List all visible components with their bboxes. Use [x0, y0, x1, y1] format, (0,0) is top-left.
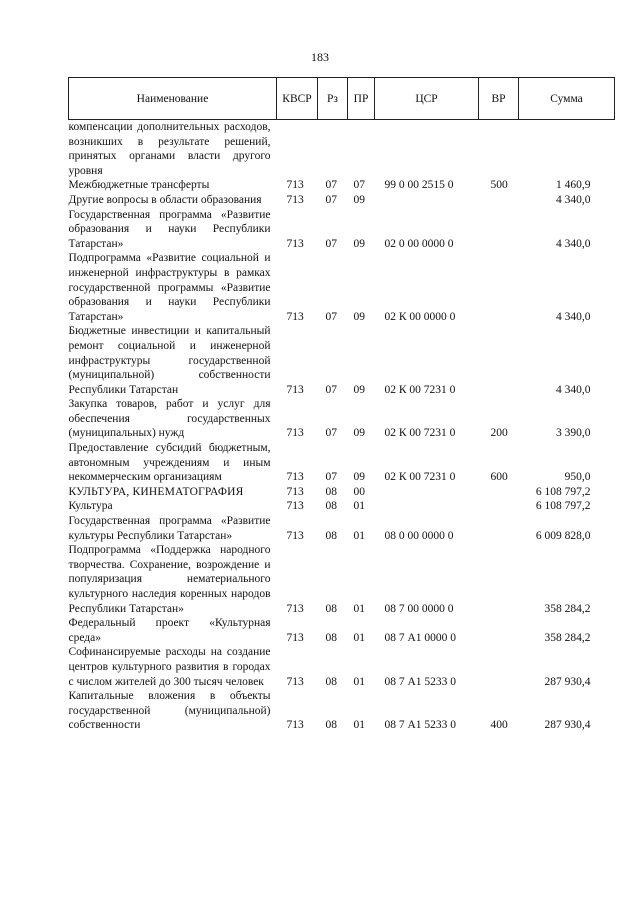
cell-vr — [479, 485, 519, 500]
cell-kvsr: 713 — [286, 427, 304, 440]
cell-rz — [318, 120, 348, 179]
cell-csr: 08 7 00 0000 0 — [384, 602, 454, 615]
cell-name: Капитальные вложения в объекты государственной (муниципальной) собственности — [68, 690, 271, 732]
cell-csr — [375, 485, 479, 500]
cell-pr — [348, 120, 375, 179]
cell-pr: 01 — [353, 719, 365, 732]
cell-rz: 08 — [325, 631, 337, 644]
cell-pr: 01 — [353, 500, 365, 513]
cell-csr: 02 К 00 7231 0 — [384, 427, 456, 440]
header-kvsr: КВСР — [277, 78, 318, 120]
table-row — [69, 208, 615, 252]
cell-rz: 07 — [325, 471, 337, 484]
cell-csr — [375, 499, 479, 514]
cell-sum: 287 930,4 — [544, 675, 591, 688]
cell-rz: 07 — [325, 310, 337, 323]
cell-kvsr: 713 — [286, 179, 304, 192]
table-row — [69, 514, 615, 543]
cell-sum: 4 340,0 — [556, 193, 591, 206]
cell-name: Государственная программа «Развитие культуры Республики Татарстан» — [68, 515, 271, 542]
cell-pr: 09 — [353, 310, 365, 323]
table-header — [69, 78, 615, 120]
cell-sum: 358 284,2 — [544, 602, 591, 615]
cell-rz: 08 — [325, 675, 337, 688]
cell-name: Подпрограмма «Поддержка народного творчества. Сохранение, возрождение и популяризация нематериального культурного наследия коренных народов Республики Татарстан» — [68, 544, 271, 615]
cell-name: КУЛЬТУРА, КИНЕМАТОГРАФИЯ — [68, 485, 244, 498]
header-pr: ПР — [348, 78, 375, 120]
cell-name: Закупка товаров, работ и услуг для обеспечения государственных (муниципальных) нужд — [68, 398, 271, 440]
budget-table — [68, 77, 615, 733]
cell-csr: 08 0 00 0000 0 — [384, 529, 454, 542]
cell-pr: 01 — [353, 602, 365, 615]
cell-rz: 08 — [325, 500, 337, 513]
cell-sum: 287 930,4 — [544, 719, 591, 732]
cell-csr: 08 7 А1 5233 0 — [384, 675, 457, 688]
cell-sum: 4 340,0 — [556, 310, 591, 323]
page-number: 183 — [311, 50, 329, 64]
cell-sum: 1 460,9 — [556, 179, 591, 192]
cell-name: Федеральный проект «Культурная среда» — [68, 617, 271, 644]
table-body — [69, 120, 615, 733]
cell-vr: 600 — [490, 471, 508, 484]
cell-kvsr: 713 — [286, 485, 304, 498]
cell-vr — [479, 251, 519, 324]
cell-sum: 6 108 797,2 — [535, 485, 591, 498]
cell-sum: 6 009 828,0 — [535, 529, 591, 542]
table-row — [69, 689, 615, 733]
cell-vr: 500 — [490, 179, 508, 192]
cell-csr: 02 К 00 7231 0 — [384, 471, 456, 484]
cell-rz: 07 — [325, 193, 337, 206]
table-row — [69, 543, 615, 616]
cell-csr — [375, 193, 479, 208]
cell-vr — [479, 324, 519, 397]
cell-kvsr: 713 — [286, 310, 304, 323]
cell-pr: 09 — [353, 427, 365, 440]
cell-name: Межбюджетные трансферты — [68, 179, 210, 192]
table-row — [69, 120, 615, 179]
table-row — [69, 193, 615, 208]
cell-pr: 09 — [353, 193, 365, 206]
cell-kvsr: 713 — [286, 602, 304, 615]
cell-csr: 99 0 00 2515 0 — [384, 179, 454, 192]
cell-vr — [479, 499, 519, 514]
cell-name: Культура — [68, 500, 113, 513]
cell-kvsr: 713 — [286, 471, 304, 484]
cell-rz: 08 — [325, 485, 337, 498]
cell-rz: 07 — [325, 427, 337, 440]
cell-pr: 09 — [353, 471, 365, 484]
table-row — [69, 485, 615, 500]
cell-rz: 08 — [325, 602, 337, 615]
cell-name: Предоставление субсидий бюджетным, автономным учреждениям и иным некоммерческим организациям — [68, 442, 271, 484]
cell-vr: 200 — [490, 427, 508, 440]
cell-csr — [375, 120, 479, 179]
cell-vr: 400 — [490, 719, 508, 732]
cell-pr: 01 — [353, 675, 365, 688]
cell-sum: 4 340,0 — [556, 383, 591, 396]
cell-kvsr: 713 — [286, 675, 304, 688]
table-row — [69, 397, 615, 441]
cell-csr: 02 К 00 0000 0 — [384, 310, 456, 323]
cell-name: Государственная программа «Развитие образования и науки Республики Татарстан» — [68, 208, 271, 250]
cell-sum: 6 108 797,2 — [535, 500, 591, 513]
cell-csr: 02 К 00 7231 0 — [384, 383, 456, 396]
cell-pr: 09 — [353, 383, 365, 396]
cell-vr — [479, 193, 519, 208]
cell-vr — [479, 120, 519, 179]
cell-pr: 00 — [353, 485, 365, 498]
cell-rz: 08 — [325, 719, 337, 732]
header-rz: Рз — [318, 78, 348, 120]
cell-vr — [479, 514, 519, 543]
cell-csr: 08 7 А1 5233 0 — [384, 719, 457, 732]
cell-sum: 3 390,0 — [556, 427, 591, 440]
cell-sum: 4 340,0 — [556, 237, 591, 250]
cell-name: компенсации дополнительных расходов, возникших в результате решений, принятых органами власти другого уровня — [68, 121, 271, 177]
cell-sum: 358 284,2 — [544, 631, 591, 644]
cell-kvsr: 713 — [286, 529, 304, 542]
cell-csr: 02 0 00 0000 0 — [384, 237, 454, 250]
header-csr: ЦСР — [375, 78, 479, 120]
cell-kvsr: 713 — [286, 719, 304, 732]
cell-vr — [479, 543, 519, 616]
cell-name: Софинансируемые расходы на создание центров культурного развития в городах с числом жителей до 300 тысяч человек — [68, 646, 271, 688]
table-row — [69, 616, 615, 645]
cell-pr: 01 — [353, 631, 365, 644]
cell-rz: 07 — [325, 237, 337, 250]
cell-pr: 09 — [353, 237, 365, 250]
table-row — [69, 324, 615, 397]
table-row — [69, 441, 615, 485]
cell-kvsr: 713 — [286, 500, 304, 513]
header-name: Наименование — [69, 78, 277, 120]
cell-csr: 08 7 А1 0000 0 — [384, 631, 457, 644]
cell-kvsr: 713 — [286, 383, 304, 396]
cell-pr: 01 — [353, 529, 365, 542]
table-row — [69, 178, 615, 193]
cell-vr — [479, 208, 519, 252]
cell-kvsr: 713 — [286, 237, 304, 250]
cell-kvsr — [277, 120, 318, 179]
cell-rz: 07 — [325, 383, 337, 396]
cell-name: Подпрограмма «Развитие социальной и инженерной инфраструктуры в рамках государственной программы «Развитие образования и науки Республики Татарстан» — [68, 252, 271, 323]
cell-pr: 07 — [353, 179, 365, 192]
table-row — [69, 645, 615, 689]
cell-name: Бюджетные инвестиции и капитальный ремонт социальной и инженерной инфраструктуры государственной (муниципальной) собственности Республики Татарстан — [68, 325, 271, 396]
header-vr: ВР — [479, 78, 519, 120]
cell-sum: 950,0 — [564, 471, 591, 484]
table-row — [69, 499, 615, 514]
cell-rz: 07 — [325, 179, 337, 192]
table-row — [69, 251, 615, 324]
cell-vr — [479, 645, 519, 689]
cell-kvsr: 713 — [286, 631, 304, 644]
cell-vr — [479, 616, 519, 645]
cell-sum — [519, 120, 615, 179]
header-sum: Сумма — [519, 78, 615, 120]
cell-kvsr: 713 — [286, 193, 304, 206]
cell-rz: 08 — [325, 529, 337, 542]
cell-name: Другие вопросы в области образования — [68, 193, 262, 206]
